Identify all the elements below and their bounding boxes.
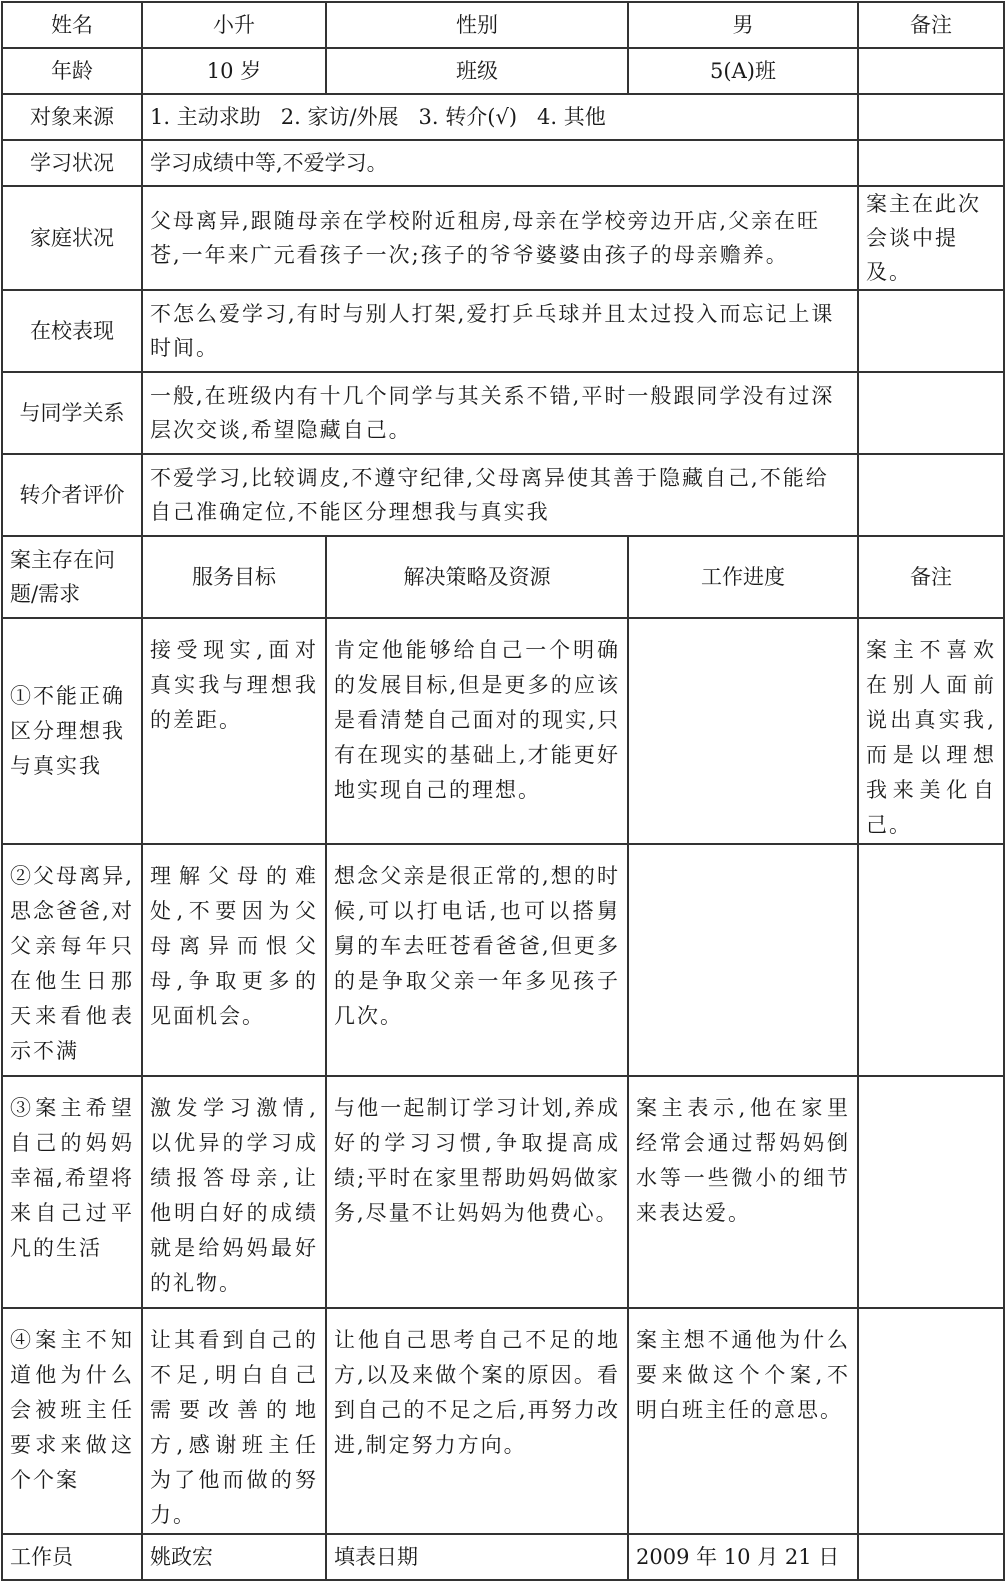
date-value: 2009 年 10 月 21 日 bbox=[628, 1534, 858, 1580]
info-value: 一般,在班级内有十几个同学与其关系不错,平时一般跟同学没有过深层次交谈,希望隐藏自己。 bbox=[142, 372, 858, 454]
info-note bbox=[858, 94, 1004, 140]
row-study bbox=[2, 140, 1004, 186]
info-note bbox=[858, 454, 1004, 536]
plan-remark bbox=[858, 1076, 1004, 1308]
plan-remark bbox=[858, 1308, 1004, 1534]
plan-row-1 bbox=[2, 618, 1004, 844]
row-age bbox=[2, 48, 1004, 94]
remark-label: 备注 bbox=[858, 2, 1004, 48]
info-value: 不怎么爱学习,有时与别人打架,爱打乒乓球并且太过投入而忘记上课时间。 bbox=[142, 290, 858, 372]
footer-row bbox=[2, 1534, 1004, 1580]
gender-label: 性别 bbox=[326, 2, 628, 48]
plan-header-remark: 备注 bbox=[858, 536, 1004, 618]
plan-strategy: 想念父亲是很正常的,想的时候,可以打电话,也可以搭舅舅的车去旺苍看爸爸,但更多的是争取父亲一年多见孩子几次。 bbox=[326, 844, 628, 1076]
plan-strategy: 与他一起制订学习计划,养成好的学习习惯,争取提高成绩;平时在家里帮助妈妈做家务,尽量不让妈妈为他费心。 bbox=[326, 1076, 628, 1308]
row-school bbox=[2, 290, 1004, 372]
plan-header-problem: 案主存在问题/需求 bbox=[2, 536, 142, 618]
row-referrer bbox=[2, 454, 1004, 536]
plan-header-row bbox=[2, 536, 1004, 618]
info-label: 对象来源 bbox=[2, 94, 142, 140]
plan-goal: 理解父母的难处,不要因为父母离异而恨父母,争取更多的见面机会。 bbox=[142, 844, 326, 1076]
info-value: 1. 主动求助 2. 家访/外展 3. 转介(√) 4. 其他 bbox=[142, 94, 858, 140]
worker-value: 姚政宏 bbox=[142, 1534, 326, 1580]
plan-header-progress: 工作进度 bbox=[628, 536, 858, 618]
row-source bbox=[2, 94, 1004, 140]
plan-row-3 bbox=[2, 1076, 1004, 1308]
row-family bbox=[2, 186, 1004, 290]
plan-header-strategy: 解决策略及资源 bbox=[326, 536, 628, 618]
date-label: 填表日期 bbox=[326, 1534, 628, 1580]
plan-progress bbox=[628, 844, 858, 1076]
info-value: 学习成绩中等,不爱学习。 bbox=[142, 140, 858, 186]
age-label: 年龄 bbox=[2, 48, 142, 94]
plan-strategy: 让他自己思考自己不足的地方,以及来做个案的原因。看到自己的不足之后,再努力改进,制定努力方向。 bbox=[326, 1308, 628, 1534]
info-label: 家庭状况 bbox=[2, 186, 142, 290]
plan-goal: 激发学习激情,以优异的学习成绩报答母亲,让他明白好的成绩就是给妈妈最好的礼物。 bbox=[142, 1076, 326, 1308]
info-label: 与同学关系 bbox=[2, 372, 142, 454]
gender-value: 男 bbox=[628, 2, 858, 48]
info-value: 不爱学习,比较调皮,不遵守纪律,父母离异使其善于隐藏自己,不能给自己准确定位,不能区分理想我与真实我 bbox=[142, 454, 858, 536]
plan-progress bbox=[628, 618, 858, 844]
case-table bbox=[1, 1, 1005, 1581]
row-peers bbox=[2, 372, 1004, 454]
plan-remark bbox=[858, 844, 1004, 1076]
info-label: 学习状况 bbox=[2, 140, 142, 186]
info-value: 父母离异,跟随母亲在学校附近租房,母亲在学校旁边开店,父亲在旺苍,一年来广元看孩子一次;孩子的爷爷婆婆由孩子的母亲赡养。 bbox=[142, 186, 858, 290]
info-note bbox=[858, 140, 1004, 186]
plan-row-2 bbox=[2, 844, 1004, 1076]
plan-goal: 接受现实,面对真实我与理想我的差距。 bbox=[142, 618, 326, 844]
plan-strategy: 肯定他能够给自己一个明确的发展目标,但是更多的应该是看清楚自己面对的现实,只有在现实的基础上,才能更好地实现自己的理想。 bbox=[326, 618, 628, 844]
remark-empty bbox=[858, 48, 1004, 94]
info-note bbox=[858, 372, 1004, 454]
plan-progress: 案主想不通他为什么要来做这个个案,不明白班主任的意思。 bbox=[628, 1308, 858, 1534]
plan-progress: 案主表示,他在家里经常会通过帮妈妈倒水等一些微小的细节来表达爱。 bbox=[628, 1076, 858, 1308]
plan-remark: 案主不喜欢在别人面前说出真实我,而是以理想我来美化自己。 bbox=[858, 618, 1004, 844]
info-label: 转介者评价 bbox=[2, 454, 142, 536]
footer-empty bbox=[858, 1534, 1004, 1580]
info-note bbox=[858, 290, 1004, 372]
worker-label: 工作员 bbox=[2, 1534, 142, 1580]
plan-problem: ③案主希望自己的妈妈幸福,希望将来自己过平凡的生活 bbox=[2, 1076, 142, 1308]
age-value: 10 岁 bbox=[142, 48, 326, 94]
name-value: 小升 bbox=[142, 2, 326, 48]
plan-header-goal: 服务目标 bbox=[142, 536, 326, 618]
info-label: 在校表现 bbox=[2, 290, 142, 372]
class-label: 班级 bbox=[326, 48, 628, 94]
plan-problem: ②父母离异,思念爸爸,对父亲每年只在他生日那天来看他表示不满 bbox=[2, 844, 142, 1076]
class-value: 5(A)班 bbox=[628, 48, 858, 94]
plan-row-4 bbox=[2, 1308, 1004, 1534]
plan-problem: ④案主不知道他为什么会被班主任要求来做这个个案 bbox=[2, 1308, 142, 1534]
plan-goal: 让其看到自己的不足,明白自己需要改善的地方,感谢班主任为了他而做的努力。 bbox=[142, 1308, 326, 1534]
info-note: 案主在此次会谈中提及。 bbox=[858, 186, 1004, 290]
row-name bbox=[2, 2, 1004, 48]
plan-problem: ①不能正确区分理想我与真实我 bbox=[2, 618, 142, 844]
name-label: 姓名 bbox=[2, 2, 142, 48]
